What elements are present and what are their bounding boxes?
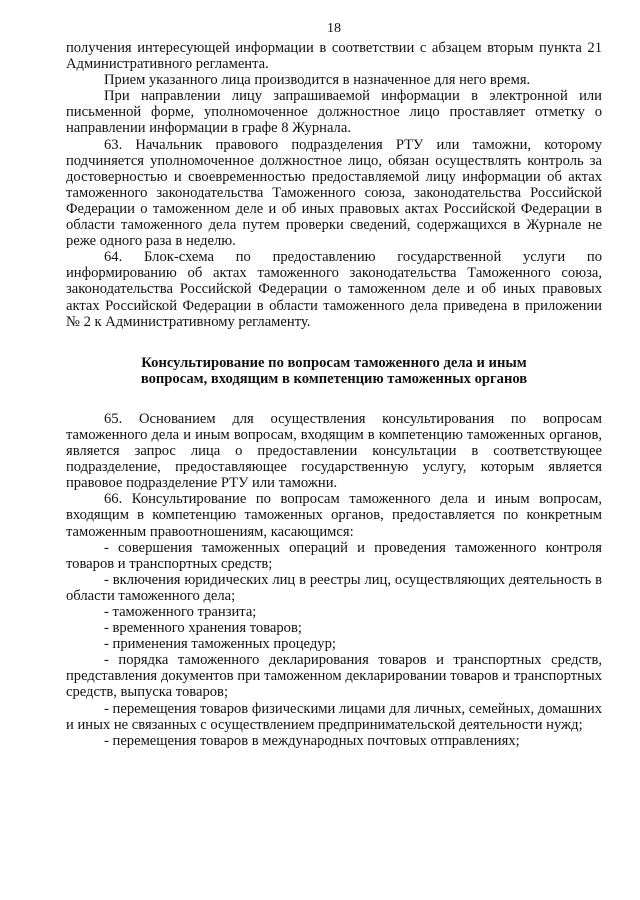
paragraphs-bottom bbox=[66, 411, 602, 749]
paragraph: Прием указанного лица производится в назначенное для него время. bbox=[104, 72, 531, 89]
paragraph: 65. Основанием для осуществления консультирования по вопросам таможенного дела и иным вопросам, входящим в компетенцию таможенных органов, является запрос лица о предоставлении консультации в соответствующее подразделение, предоставляющее государственную услугу, которым является правовое подразделение РТУ или таможни. bbox=[66, 410, 602, 492]
paragraph: - применения таможенных процедур; bbox=[104, 636, 336, 653]
section-heading bbox=[66, 355, 602, 387]
paragraph: - перемещения товаров физическими лицами для личных, семейных, домашних и иных не связанных с осуществлением предпринимательской деятельности нужд; bbox=[66, 700, 602, 733]
paragraph: При направлении лицу запрашиваемой информации в электронной или письменной форме, уполномоченное должностное лицо проставляет отметку о направлении информации в графе 8 Журнала. bbox=[66, 88, 602, 137]
page-number: 18 bbox=[327, 21, 341, 36]
paragraph: 63. Начальник правового подразделения РТУ или таможни, которому подчиняется уполномоченное должностное лицо, обязан осуществлять контроль за достоверностью и своевременностью предоставляемой лицу информации об актах таможенного законодательства Таможенного союза, законодательства Российской Федерации о таможенном деле и об иных правовых актах Российской Федерации в области таможенного дела путем проверки сведений, содержащихся в Журнале не реже одного раза в неделю. bbox=[66, 136, 602, 250]
paragraph: - временного хранения товаров; bbox=[104, 620, 302, 637]
paragraph: 66. Консультирование по вопросам таможенного дела и иным вопросам, входящим в компетенцию таможенных органов, предоставляется по конкретным таможенным правоотношениям, касающимся: bbox=[66, 491, 602, 540]
paragraph: - включения юридических лиц в реестры лиц, осуществляющих деятельность в области таможенного дела; bbox=[66, 571, 602, 604]
paragraph: получения интересующей информации в соответствии с абзацем вторым пункта 21 Административного регламента. bbox=[66, 40, 602, 73]
document-page bbox=[66, 0, 602, 900]
paragraph: 64. Блок-схема по предоставлению государственной услуги по информированию об актах таможенного законодательства Таможенного союза, законодательства Российской Федерации о таможенном деле и об иных правовых актах Российской Федерации в области таможенного дела приведена в приложении № 2 к Административному регламенту. bbox=[66, 249, 602, 330]
paragraph: - таможенного транзита; bbox=[104, 604, 257, 620]
paragraphs-top bbox=[66, 40, 602, 330]
paragraph: - перемещения товаров в международных почтовых отправлениях; bbox=[104, 732, 520, 749]
section-heading-line-2: вопросам, входящим в компетенцию таможенных органов bbox=[140, 370, 528, 387]
paragraph: - совершения таможенных операций и проведения таможенного контроля товаров и транспортных средств; bbox=[66, 539, 602, 572]
body-text bbox=[66, 40, 602, 749]
paragraph: - порядка таможенного декларирования товаров и транспортных средств, представления документов при таможенном декларировании товаров и транспортных средств, выпуска товаров; bbox=[66, 652, 602, 701]
section-heading-line-1: Консультирование по вопросам таможенного дела и иным bbox=[141, 354, 527, 371]
